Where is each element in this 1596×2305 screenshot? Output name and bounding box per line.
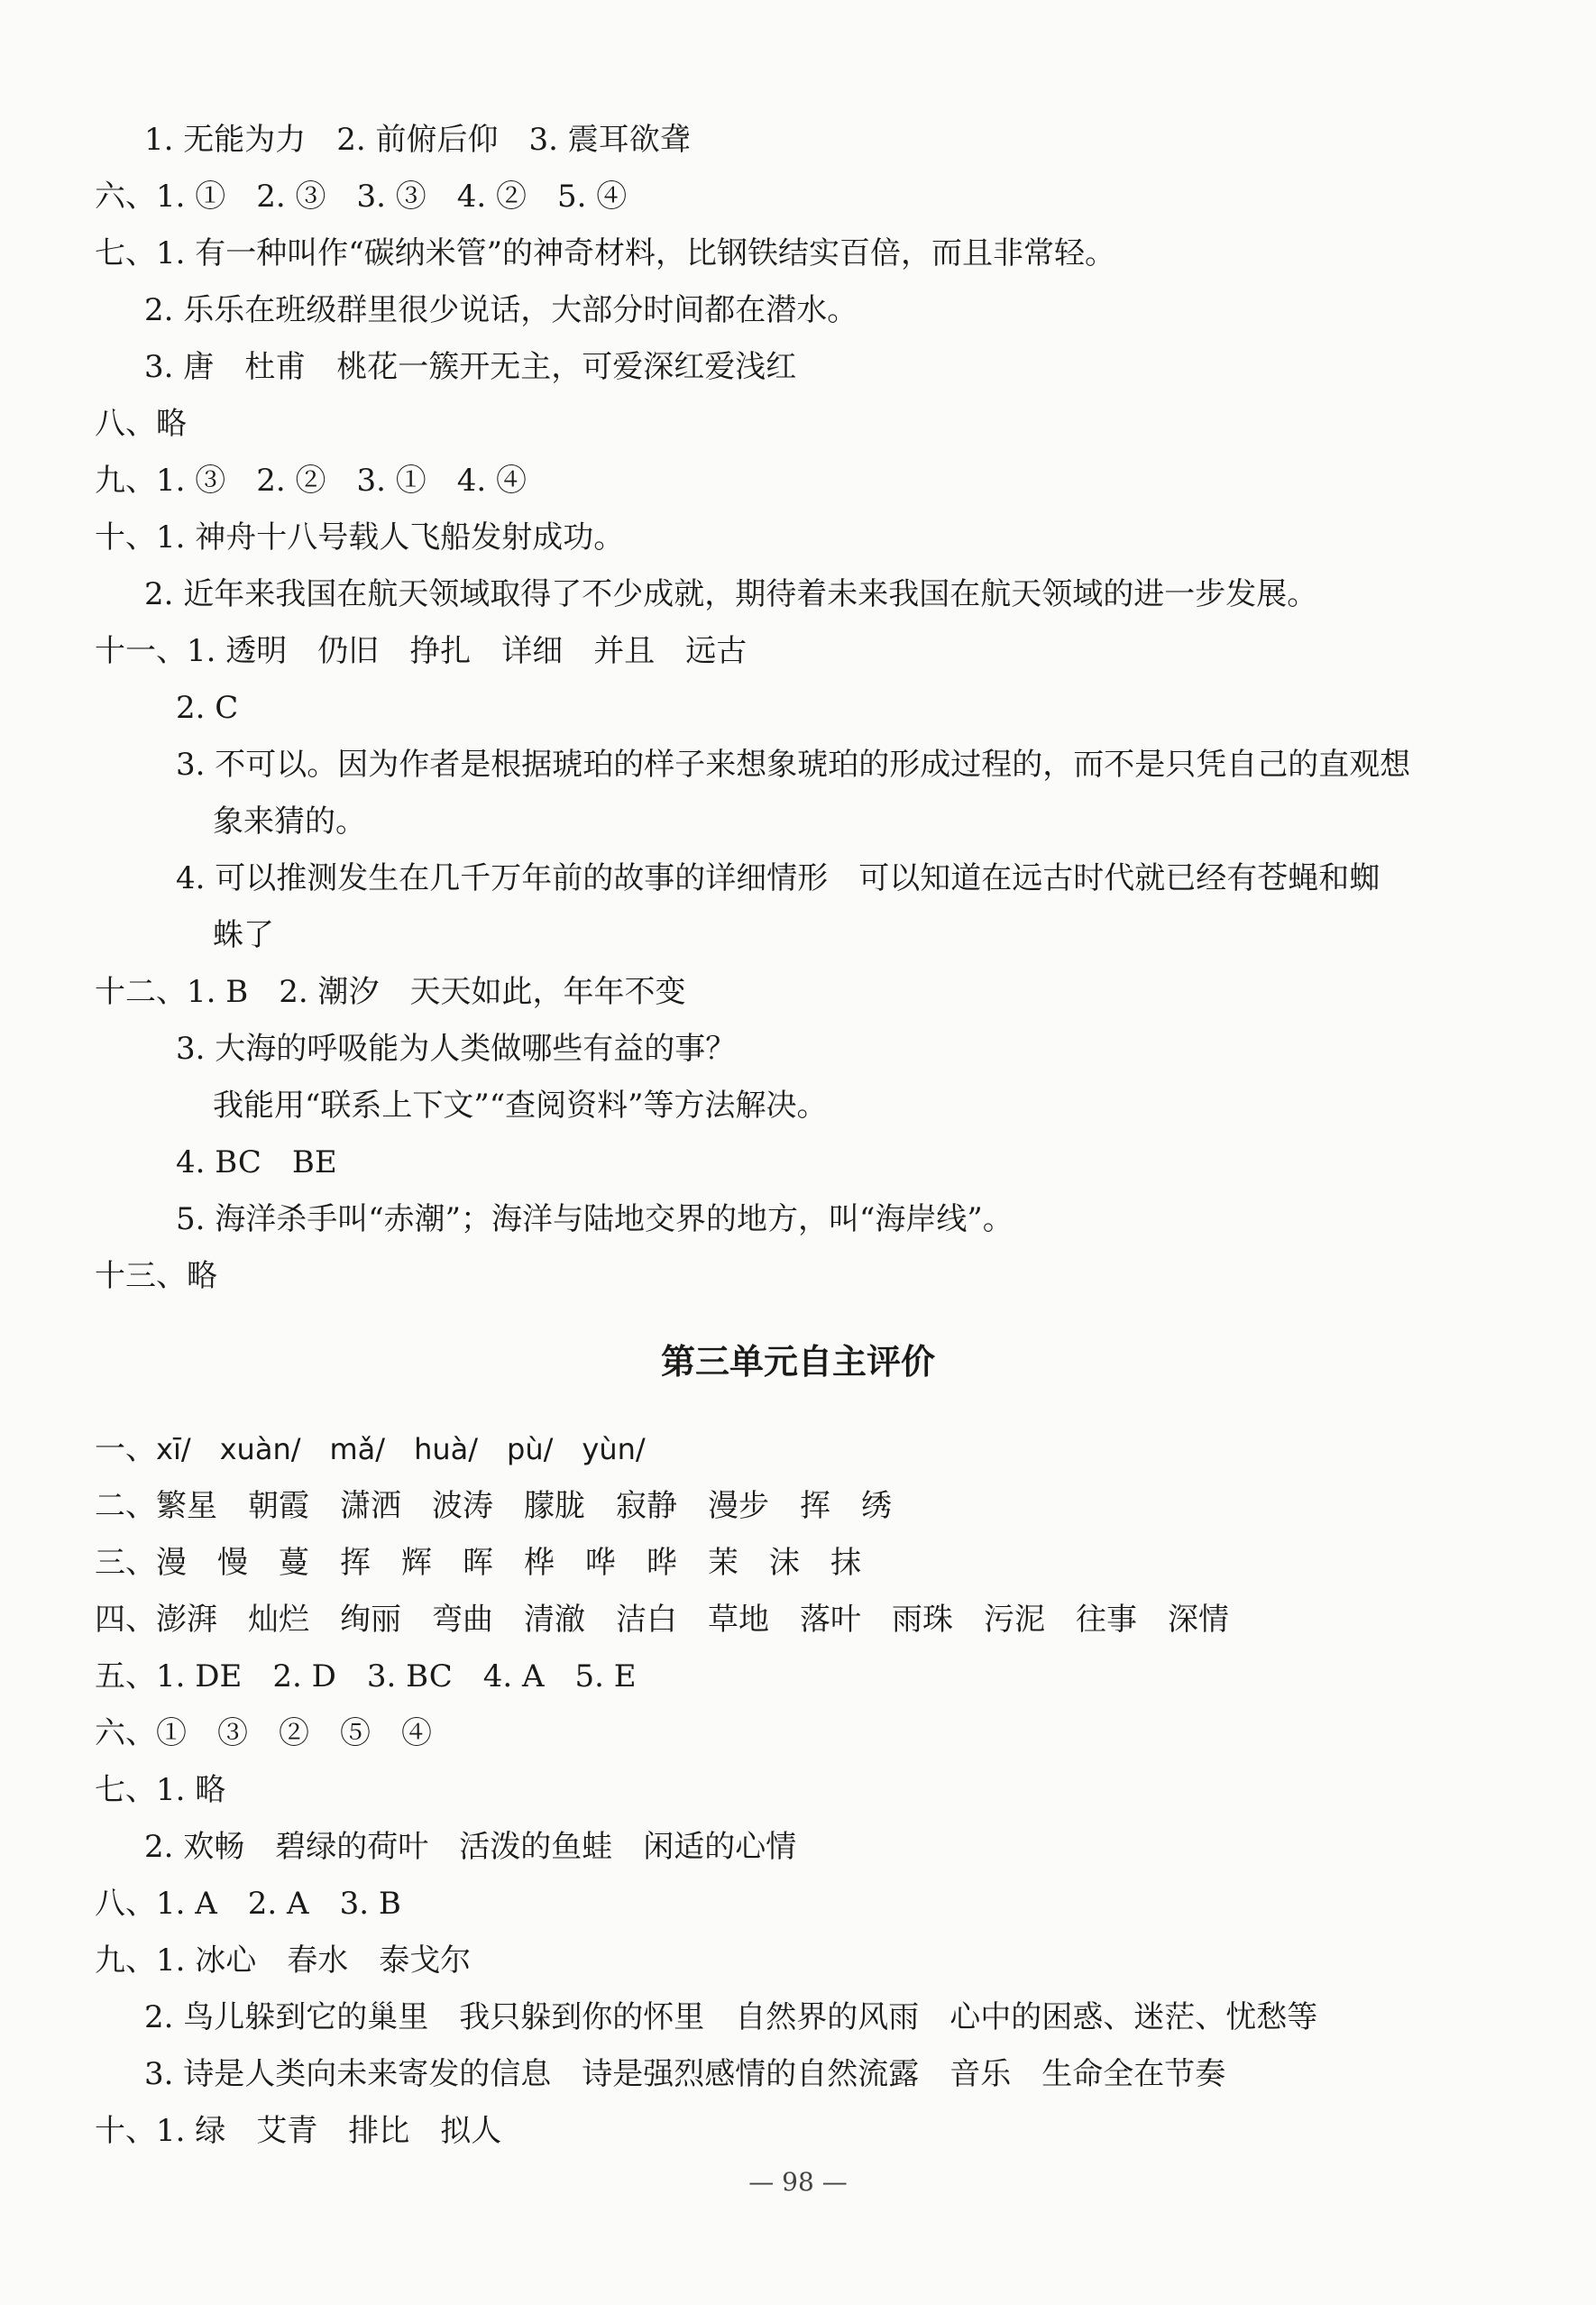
answer-line: 四、澎湃 灿烂 绚丽 弯曲 清澈 洁白 草地 落叶 雨珠 污泥 往事 深情 [95,1602,1229,1638]
answer-line: 六、1. ① 2. ③ 3. ③ 4. ② 5. ④ [95,179,628,215]
answer-line: 我能用“联系上下文”“查阅资料”等方法解决。 [213,1088,828,1124]
answer-line: 3. 诗是人类向未来寄发的信息 诗是强烈感情的自然流露 音乐 生命全在节奏 [144,2056,1226,2092]
answer-line: 象来猜的。 [213,804,366,840]
answer-line: 2. 乐乐在班级群里很少说话，大部分时间都在潜水。 [144,292,858,328]
answer-line: 八、略 [95,406,187,442]
answer-line: 七、1. 有一种叫作“碳纳米管”的神奇材料，比钢铁结实百倍，而且非常轻。 [95,235,1116,271]
answer-line: 4. BC BE [176,1144,337,1180]
answer-line: 二、繁星 朝霞 潇洒 波涛 朦胧 寂静 漫步 挥 绣 [95,1488,892,1524]
answer-line: 3. 唐 杜甫 桃花一簇开无主，可爱深红爱浅红 [144,349,797,385]
answer-line: 4. 可以推测发生在几千万年前的故事的详细情形 可以知道在远古时代就已经有苍蝇和蜘 [176,860,1380,896]
answer-line: 六、① ③ ② ⑤ ④ [95,1715,432,1751]
answer-line: 八、1. A 2. A 3. B [95,1886,401,1922]
question-number: 一、 [95,1431,156,1467]
answer-line: 蛛了 [213,917,274,953]
answer-line: 十三、略 [95,1258,217,1294]
answer-line: 五、1. DE 2. D 3. BC 4. A 5. E [95,1658,637,1694]
answer-line: 十、1. 绿 艾青 排比 拟人 [95,2113,502,2149]
answer-line: 2. C [176,690,239,726]
answer-line: 九、1. ③ 2. ② 3. ① 4. ④ [95,463,527,499]
section-title: 第三单元自主评价 [660,1342,935,1382]
answer-line: 十二、1. B 2. 潮汐 天天如此，年年不变 [95,974,686,1010]
answer-line: 1. 无能为力 2. 前俯后仰 3. 震耳欲聋 [144,122,691,158]
answer-line: 十一、1. 透明 仍旧 挣扎 详细 并且 远古 [95,633,748,669]
answer-line: 十、1. 神舟十八号载人飞船发射成功。 [95,519,625,556]
page-number: — 98 — [748,2167,848,2197]
answer-line: 2. 近年来我国在航天领域取得了不少成就，期待着未来我国在航天领域的进一步发展。 [144,576,1318,612]
answer-line: 3. 不可以。因为作者是根据琥珀的样子来想象琥珀的形成过程的，而不是只凭自己的直观想 [176,747,1411,783]
answer-line: 2. 欢畅 碧绿的荷叶 活泼的鱼蛙 闲适的心情 [144,1829,797,1865]
answer-line: 5. 海洋杀手叫“赤潮”；海洋与陆地交界的地方，叫“海岸线”。 [176,1201,1014,1237]
answer-line: 九、1. 冰心 春水 泰戈尔 [95,1942,472,1979]
answer-line: 3. 大海的呼吸能为人类做哪些有益的事？ [176,1031,737,1067]
answer-line: 2. 鸟儿躲到它的巢里 我只躲到你的怀里 自然界的风雨 心中的困惑、迷茫、忧愁等 [144,1999,1318,2035]
pinyin-answers: xī/ xuàn/ mǎ/ huà/ pù/ yùn/ [156,1432,646,1466]
answer-line: 三、漫 慢 蔓 挥 辉 晖 桦 哗 晔 茉 沫 抹 [95,1545,861,1581]
answer-line: 七、1. 略 [95,1772,226,1808]
answer-line [0,1429,1596,1469]
